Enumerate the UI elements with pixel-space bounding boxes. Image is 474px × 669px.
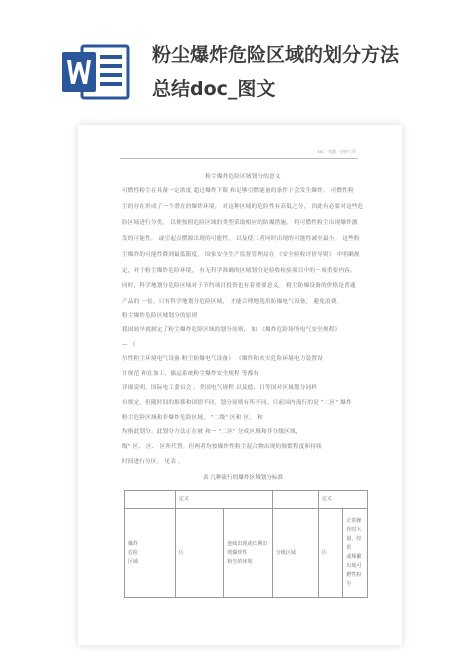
- paragraph-line: 尘爆炸的可能性降到最低限度。 国家安全生产监督管理局在 《安全验收评价导则》 中明确规: [122, 252, 360, 258]
- paragraph-line: 时间进行分区。 见表 。: [122, 459, 184, 465]
- paragraph-line: 粉尘危险区域和非爆炸危险区域， "二级" 区和 区， 和: [122, 415, 263, 421]
- paragraph-line: 均指此划分。此划分方法正在被 和一 "二区" 分成区域和非分级区域，: [122, 429, 302, 435]
- table-cell: 正常操作时大量、经常 或频繁出现可燃性粉尘: [343, 509, 368, 598]
- title-line-2: 总结doc_图文: [152, 78, 276, 100]
- running-head: MC · 有限 · 评价工作: [317, 149, 356, 154]
- table-header-cell: [125, 491, 176, 509]
- document-title: [152, 38, 452, 106]
- paragraph-line: 尘的存在形成了一个潜在的爆炸环境。 对这种区域的危险性有高低之分， 因此有必要对这些危: [122, 204, 364, 210]
- paragraph-line: 发的可能性， 或引起点燃源出现的可能性， 以及使二者同时出现的可能性减至最小。 这些粉: [122, 236, 360, 242]
- word-doc-icon: [60, 42, 130, 102]
- paragraph-line: 我国较早就制定了粉尘爆炸危险区域的划分原则， 如 《爆炸危险场所电气安全规程》: [122, 327, 341, 333]
- paragraph-line: 同时，科学地划分危险区域对于节约项目投资也有着重要意义。 粉尘防爆设备的价格是普通: [122, 283, 356, 289]
- running-head-rule: [120, 158, 358, 159]
- table-row: [125, 509, 368, 598]
- table-header-cell: [272, 491, 318, 509]
- paragraph-line: 详细说明。国际电工委员会 、美国电气规程 以及德、日等国对区域划分同样: [122, 385, 318, 391]
- paragraph-line: 计规范 和在加工、储运系统粉尘爆炸安全规程 等都有: [122, 371, 260, 377]
- table-cell: 区: [175, 509, 224, 598]
- paragraph-line: 险区域进行分类， 以便按照危险区域的类型采取相应的防爆措施， 将可燃性粉尘出现爆炸激: [122, 220, 358, 226]
- paragraph-line: 粉尘爆炸危险区域划分的原则: [122, 313, 198, 319]
- paragraph-line: 尔性粉尘环境电气设备 粉尘防爆电气设备》 《爆炸和火灾危险环境电力装置设: [122, 356, 323, 362]
- document-header: [0, 0, 474, 118]
- paragraph-line: 有规定。但随时间的推移和国情不同，划分原则有所不同。目前国内流行的是 "二区" 爆炸: [122, 400, 352, 406]
- section-heading: 粉尘爆炸危险区域划分的意义: [205, 174, 281, 180]
- paragraph-line: 级" 区、 区、 区所代替。但两者均按爆炸性粉尘混合物出现的频繁程度和持续: [122, 444, 322, 450]
- table-header-cell: 定义: [175, 491, 272, 509]
- paragraph-line: 产品的 一倍，只有科学地划分危险区域， 才能合理地选用防爆电气设备， 避免浪费。: [122, 299, 343, 305]
- document-page: [78, 125, 402, 645]
- table-header-cell: 定义: [318, 491, 367, 509]
- title-line-1: 粉尘爆炸危险区域的划分方法: [152, 44, 400, 66]
- table-cell: 连续出现或长期出现爆炸性 粉尘的环境: [224, 509, 273, 598]
- table-cell: 爆炸 危险 区域: [125, 509, 176, 598]
- paragraph-line: 可燃性粉尘在具备一定浓度 超过爆炸下限 和足够引燃能量的条件下会发生爆炸。 可燃性粉: [122, 188, 354, 194]
- zone-classification-table: [124, 490, 368, 598]
- paragraph-line: 定，对于粉尘爆炸危险环境， 有无科学准确的区域划分是验收检验项目中的一项重要内容。: [122, 268, 356, 274]
- table-caption: 表 几种流行的爆炸区域划分标准: [202, 475, 284, 481]
- table-header-row: [125, 491, 368, 509]
- paragraph-line: — 《: [122, 342, 136, 348]
- page-content: [78, 125, 402, 645]
- table-cell: 分级区域: [272, 509, 318, 598]
- table-cell: 区: [318, 509, 343, 598]
